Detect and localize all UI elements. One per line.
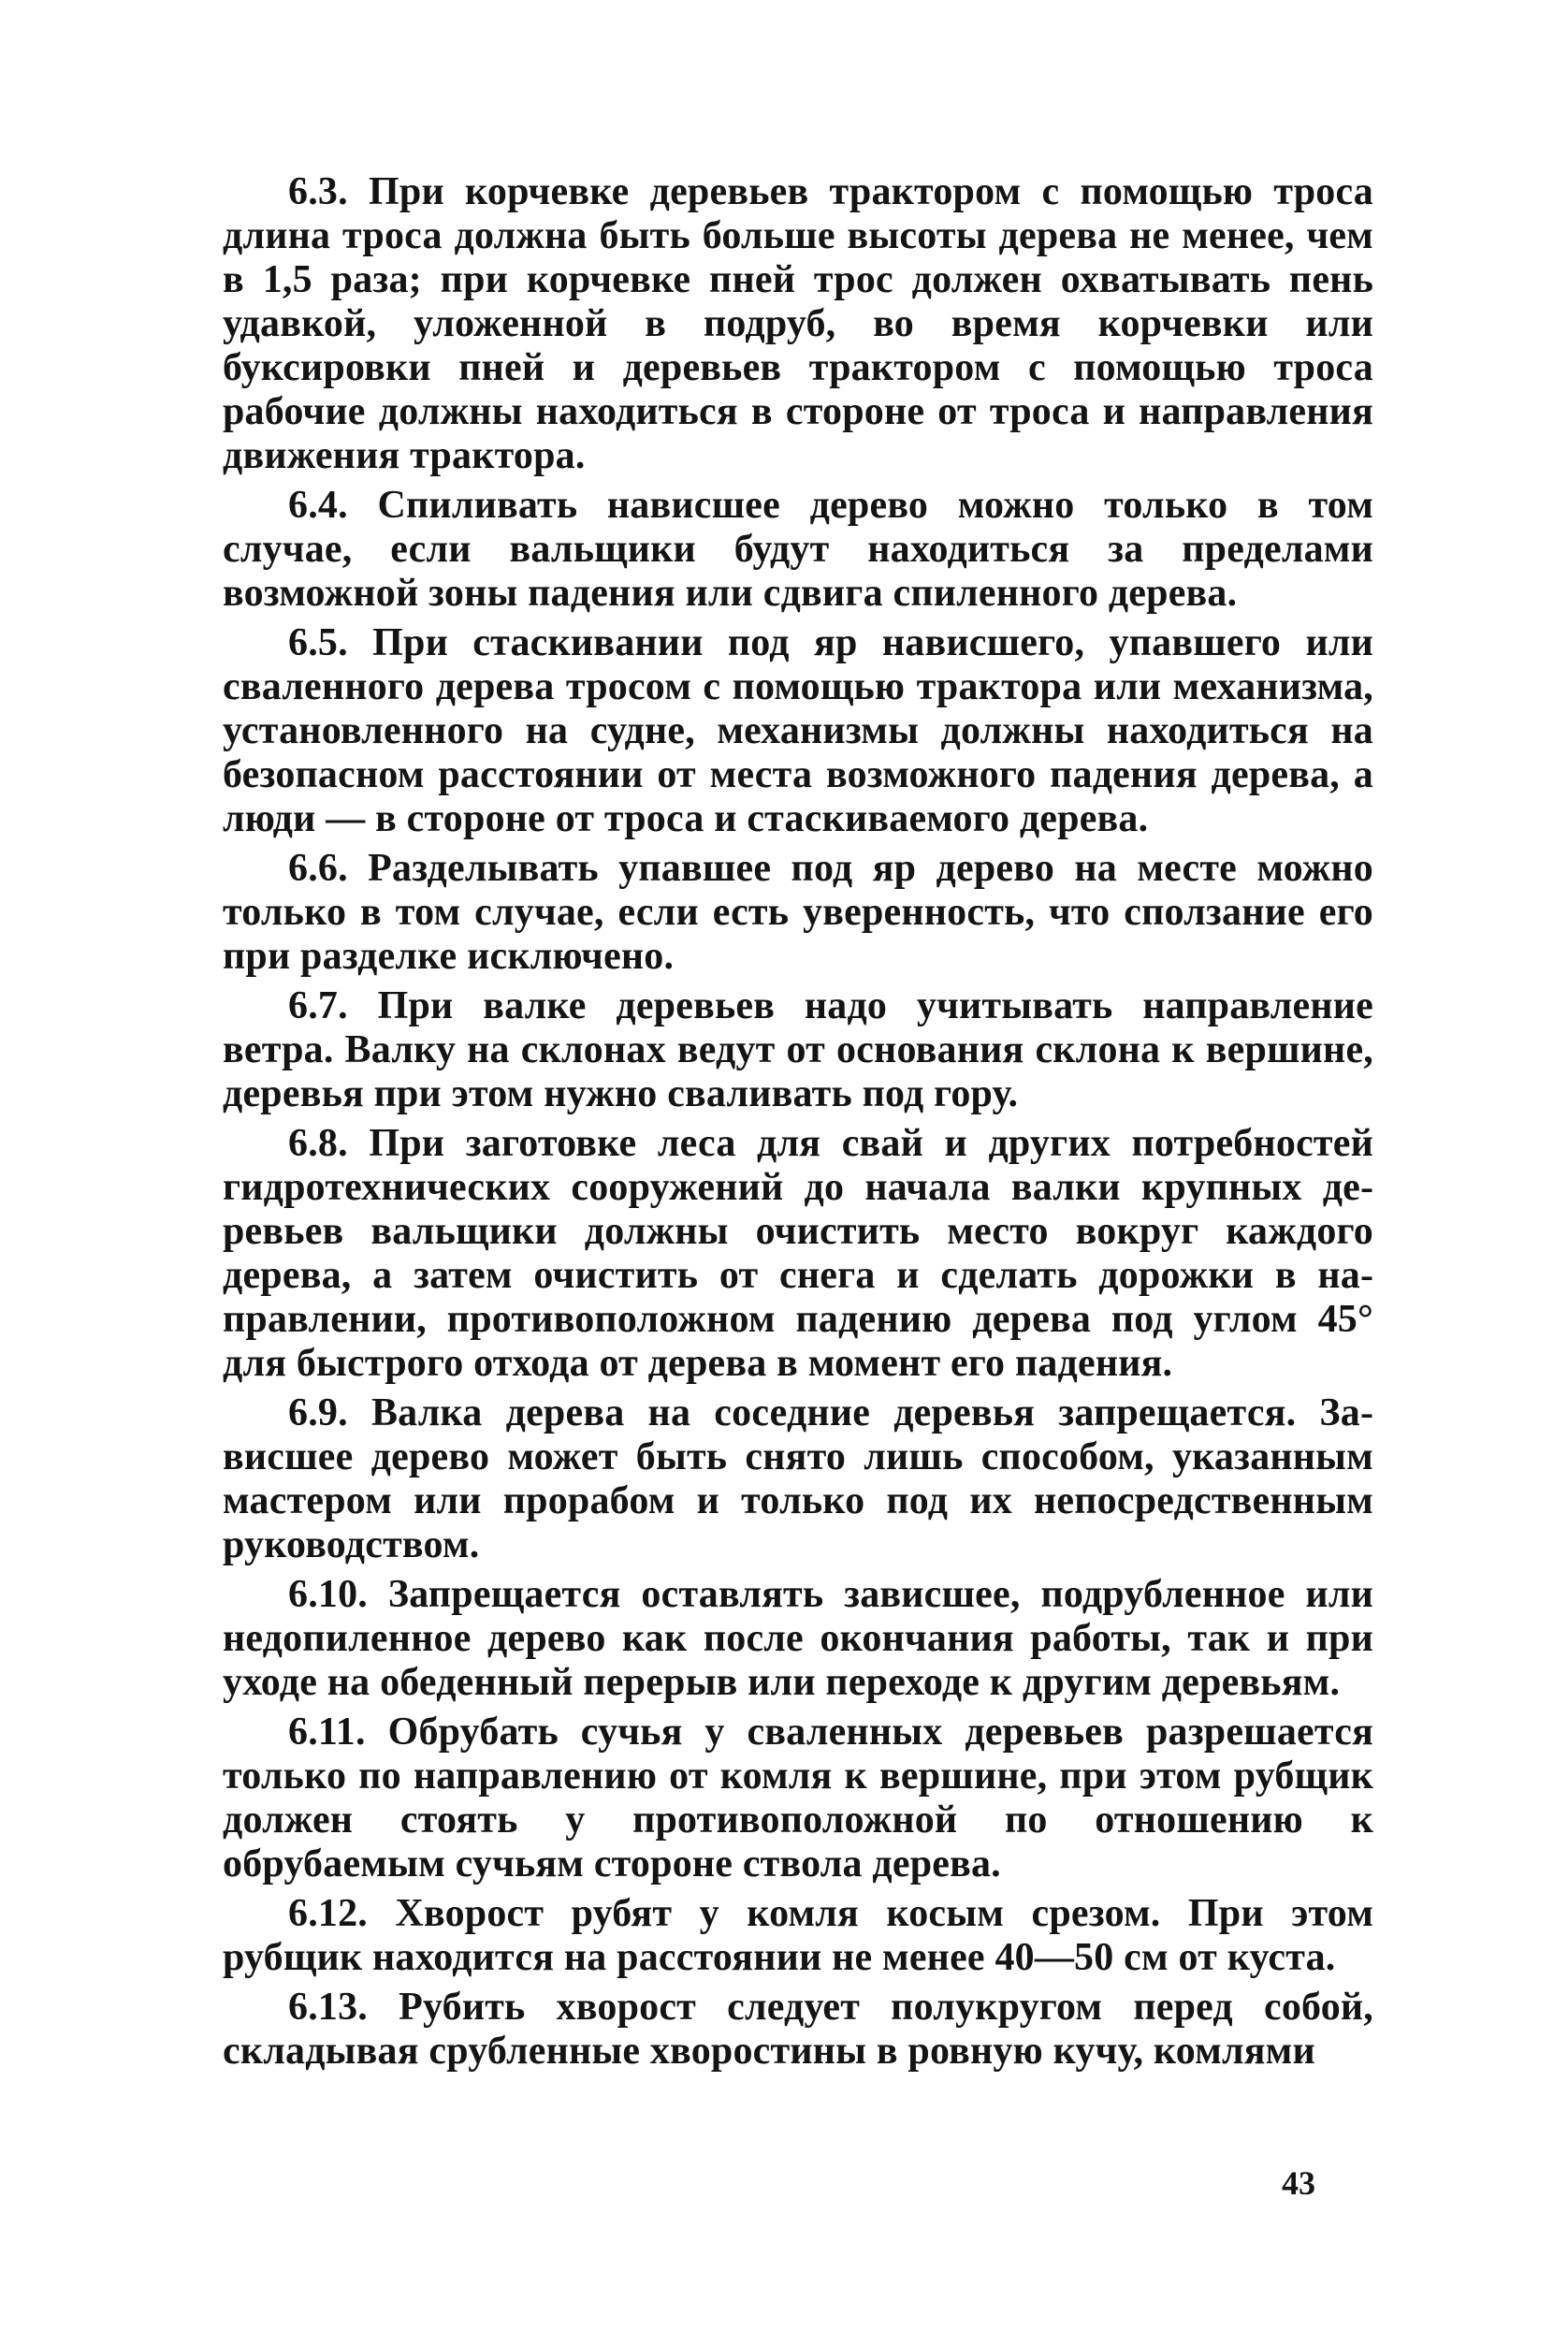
paragraph-number: 6.7.	[288, 984, 348, 1027]
paragraph-6-11	[223, 1711, 1373, 1886]
paragraph-text: Хворост рубят у комля косым срезом. При этом рубщик находится на расстоянии не менее 40—50 см от куста.	[223, 1892, 1373, 1979]
paragraph-6-10	[223, 1573, 1373, 1705]
paragraph-text: Рубить хворост следует полукругом перед собой, складывая срубленные хворостины в ровную кучу, комлями	[223, 1986, 1373, 2073]
paragraph-text: Разделывать упавшее под яр дерево на месте можно только в том случае, если есть уверенность, что сползание его при разделке исключено.	[223, 847, 1374, 978]
paragraph-6-4	[223, 484, 1373, 616]
paragraph-text: Валка дерева на соседние деревья запрещается. Зависшее дерево может быть снято лишь способом, указанным мастером или прорабом и только под их непосредственным руководством.	[223, 1391, 1373, 1566]
paragraph-text: При корчевке деревьев трактором с помощью троса длина троса должна быть больше высоты дерева не менее, чем в 1,5 раза; при корчевке пней трос должен охватывать пень удавкой, уложенной в подруб, во время корчевки или буксировки пней и деревьев трактором с помощью троса рабочие должны находиться в стороне от троса и направления движения трактора.	[223, 170, 1374, 477]
page-number: 43	[1282, 2164, 1315, 2202]
paragraph-number: 6.3.	[288, 170, 348, 213]
paragraph-number: 6.8.	[288, 1122, 348, 1165]
paragraph-text: Спиливать нависшее дерево можно только в том случае, если вальщики будут находиться за пределами возможной зоны падения или сдвига спиленного дерева.	[223, 484, 1373, 615]
paragraph-number: 6.4.	[288, 484, 348, 527]
paragraph-number: 6.12.	[288, 1892, 368, 1935]
document-page	[223, 170, 1373, 2079]
paragraph-6-8	[223, 1122, 1373, 1386]
paragraph-number: 6.10.	[288, 1573, 368, 1616]
paragraph-6-5	[223, 621, 1373, 841]
paragraph-6-9	[223, 1391, 1373, 1567]
paragraph-number: 6.5.	[288, 621, 348, 664]
paragraph-number: 6.9.	[288, 1391, 348, 1434]
paragraph-6-13	[223, 1986, 1373, 2074]
paragraph-6-6	[223, 847, 1373, 979]
paragraph-number: 6.6.	[288, 847, 348, 890]
paragraph-text: При стаскивании под яр нависшего, упавшего или сваленного дерева тросом с помощью трактора или механизма, установленного на судне, механизмы должны находиться на безопасном расстоянии от места возможного падения дерева, а люди — в стороне от троса и стаскиваемого дерева.	[223, 621, 1374, 840]
paragraph-text: При валке деревьев надо учитывать направление ветра. Валку на склонах ведут от основания склона к вершине, деревья при этом нужно сваливать под гору.	[223, 984, 1373, 1115]
paragraph-text: При заготовке леса для свай и других потребностей гидротехнических сооружений до начала валки крупных деревьев вальщики должны очистить место вокруг каждого дерева, а затем очистить от снега и сделать дорожки в направлении, противоположном падению дерева под углом 45° для быстрого отхода от дерева в момент его падения.	[223, 1122, 1374, 1385]
paragraph-text: Обрубать сучья у сваленных деревьев разрешается только по направлению от комля к вершине, при этом рубщик должен стоять у противоположной по отношению к обрубаемым сучьям стороне ствола дерева.	[223, 1711, 1373, 1885]
paragraph-6-7	[223, 984, 1373, 1116]
paragraph-number: 6.11.	[288, 1711, 366, 1754]
paragraph-number: 6.13.	[288, 1986, 368, 2029]
paragraph-6-12	[223, 1892, 1373, 1980]
paragraph-6-3	[223, 170, 1373, 478]
paragraph-text: Запрещается оставлять зависшее, подрубленное или недопиленное дерево как после окончания работы, так и при уходе на обеденный перерыв или переходе к другим деревьям.	[223, 1573, 1373, 1704]
